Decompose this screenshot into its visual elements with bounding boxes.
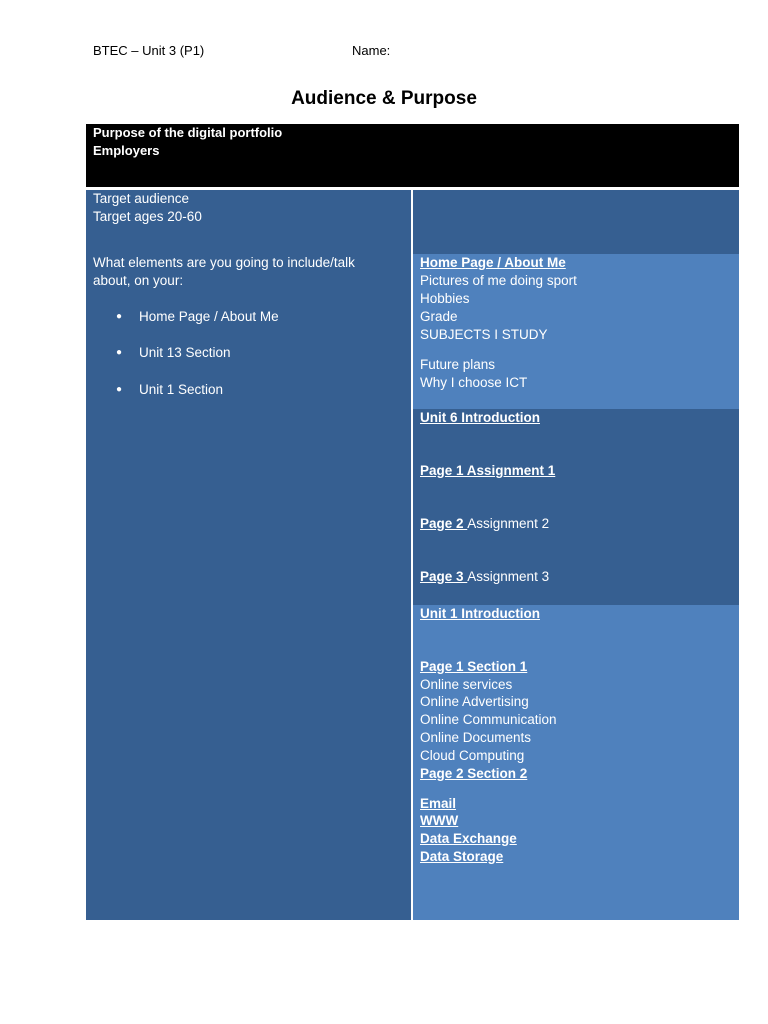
home-item: SUBJECTS I STUDY [420,327,548,342]
unit6-page3-link[interactable]: Page 3 [420,569,468,584]
course-label: BTEC – Unit 3 (P1) [93,43,205,58]
unit6-page2-link[interactable]: Page 2 [420,516,468,531]
home-heading-link[interactable]: Home Page / About Me [420,255,566,270]
unit1-item: Online Advertising [420,694,529,709]
home-item: Hobbies [420,291,470,306]
home-item: Grade [420,309,458,324]
question-line-2: about, on your: [93,273,184,288]
unit1-page2-link[interactable]: Page 2 Section 2 [420,766,528,781]
unit6-heading-link[interactable]: Unit 6 Introduction [420,410,540,425]
unit1-item: Online Communication [420,712,557,727]
bullet-icon: ● [116,347,123,358]
bullet-icon: ● [116,384,123,395]
purpose-value: Employers [93,143,160,158]
audience-panel [86,190,411,920]
unit6-page3-text: Assignment 3 [467,569,550,584]
home-item: Future plans [420,357,496,372]
question-line-1: What elements are you going to include/talk [93,255,355,270]
page-title: Audience & Purpose [291,88,477,109]
bullet-unit1: Unit 1 Section [139,382,224,397]
unit1-item: Online services [420,677,513,692]
home-section [413,254,739,409]
data-exchange-link[interactable]: Data Exchange [420,831,517,846]
email-link[interactable]: Email [420,796,457,811]
purpose-heading: Purpose of the digital portfolio [93,125,283,140]
target-audience-label: Target audience [93,191,190,206]
bullet-home: Home Page / About Me [139,309,279,324]
name-label: Name: [352,43,391,58]
data-storage-link[interactable]: Data Storage [420,849,504,864]
unit1-item: Cloud Computing [420,748,525,763]
empty-right-cell [413,190,739,254]
unit6-page2-text: Assignment 2 [467,516,550,531]
unit1-heading-link[interactable]: Unit 1 Introduction [420,606,540,621]
target-ages-label: Target ages 20-60 [93,209,202,224]
unit1-page1-link[interactable]: Page 1 Section 1 [420,659,528,674]
unit1-item: Online Documents [420,730,532,745]
purpose-band [86,124,739,187]
home-item: Pictures of me doing sport [420,273,577,288]
unit6-section [413,409,739,605]
www-link[interactable]: WWW [420,813,459,828]
bullet-unit13: Unit 13 Section [139,345,231,360]
home-item: Why I choose ICT [420,375,528,390]
unit1-section [413,605,739,920]
unit6-page1-link[interactable]: Page 1 Assignment 1 [420,463,556,478]
bullet-icon: ● [116,311,123,322]
